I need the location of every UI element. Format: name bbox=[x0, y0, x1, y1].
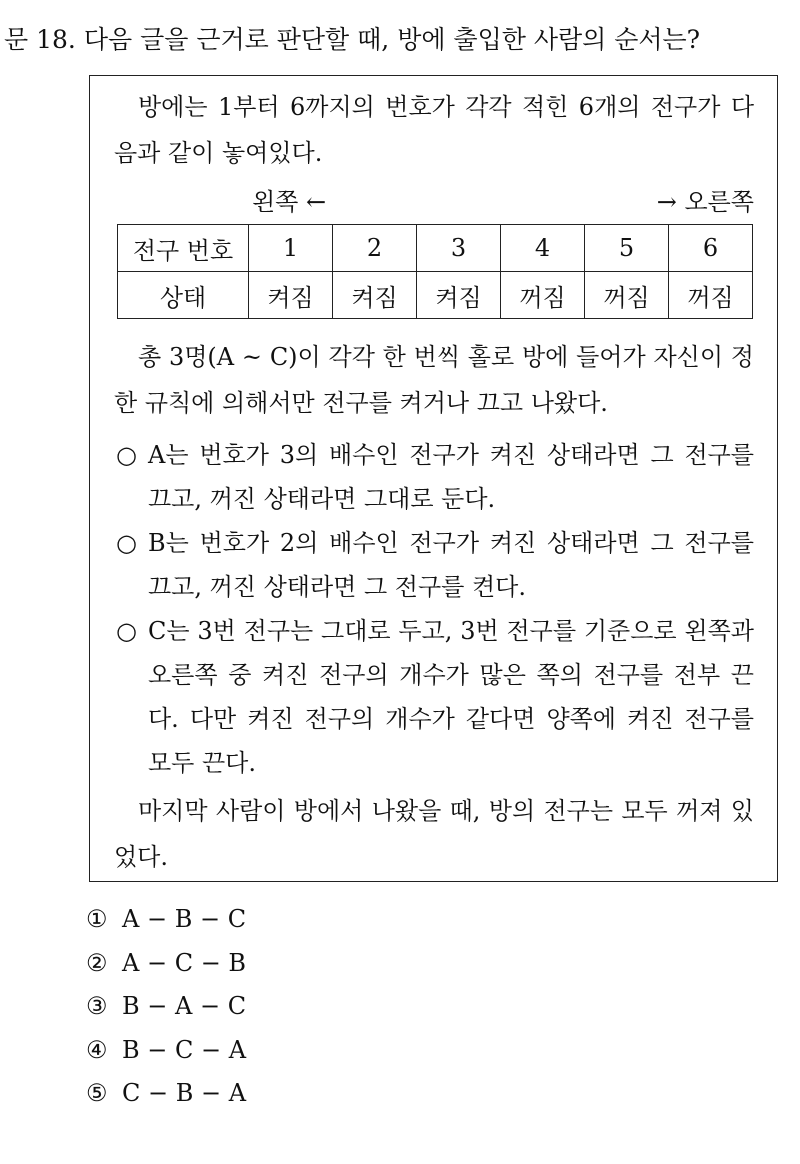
rule-text: C는 3번 전구는 그대로 두고, 3번 전구를 기준으로 왼쪽과 오른쪽 중 켜진 전구의 개수가 많은 쪽의 전구를 전부 끈다. 다만 켜진 전구의 개수가 같다면 양쪽에 켜진 전구를 모두 끈다. bbox=[148, 617, 754, 777]
bulb-number-cell: 1 bbox=[249, 225, 333, 272]
choice-mark: ③ bbox=[86, 992, 108, 1020]
bulb-state-row bbox=[118, 272, 753, 319]
bulb-number-cell: 6 bbox=[669, 225, 753, 272]
bulb-state-cell: 켜짐 bbox=[417, 272, 501, 319]
choice-mark: ⑤ bbox=[86, 1079, 108, 1107]
choice-4[interactable] bbox=[86, 1029, 246, 1073]
choice-3[interactable] bbox=[86, 985, 246, 1029]
bulb-number-row bbox=[118, 225, 753, 272]
circle-bullet-icon: ○ bbox=[116, 529, 137, 557]
choice-text: A − C − B bbox=[122, 948, 247, 977]
choice-text: B − C − A bbox=[122, 1035, 247, 1064]
bulb-table bbox=[117, 224, 753, 319]
circle-bullet-icon: ○ bbox=[116, 441, 137, 469]
question-text: 다음 글을 근거로 판단할 때, 방에 출입한 사람의 순서는? bbox=[83, 25, 701, 54]
rule-c bbox=[114, 609, 754, 785]
choice-mark: ④ bbox=[86, 1035, 108, 1064]
question-number: 문 18. bbox=[4, 25, 76, 54]
rule-list bbox=[114, 433, 754, 785]
direction-row bbox=[114, 185, 754, 219]
passage-box bbox=[89, 75, 778, 882]
bulb-state-cell: 꺼짐 bbox=[585, 272, 669, 319]
bulb-state-header: 상태 bbox=[118, 272, 249, 319]
choice-text: A − B − C bbox=[122, 905, 247, 933]
choice-text: C − B − A bbox=[122, 1079, 247, 1107]
choice-mark: ① bbox=[86, 905, 108, 933]
rule-text: A는 번호가 3의 배수인 전구가 켜진 상태라면 그 전구를 끄고, 꺼진 상태라면 그대로 둔다. bbox=[148, 441, 754, 513]
bulb-state-cell: 켜짐 bbox=[249, 272, 333, 319]
bulb-state-cell: 꺼짐 bbox=[669, 272, 753, 319]
passage-setup: 총 3명(A ~ C)이 각각 한 번씩 홀로 방에 들어가 자신이 정한 규칙에 의해서만 전구를 켜거나 끄고 나왔다. bbox=[114, 343, 754, 417]
choice-2[interactable] bbox=[86, 942, 246, 986]
bulb-number-cell: 3 bbox=[417, 225, 501, 272]
bulb-state-cell: 꺼짐 bbox=[501, 272, 585, 319]
bulb-state-cell: 켜짐 bbox=[333, 272, 417, 319]
choice-1[interactable] bbox=[86, 898, 246, 942]
choice-text: B − A − C bbox=[122, 992, 247, 1020]
answer-choices bbox=[86, 898, 246, 1116]
choice-mark: ② bbox=[86, 948, 108, 977]
passage-intro: 방에는 1부터 6까지의 번호가 각각 적힌 6개의 전구가 다음과 같이 놓여있다. bbox=[114, 93, 754, 167]
question-title bbox=[4, 22, 794, 58]
bulb-number-cell: 2 bbox=[333, 225, 417, 272]
rule-a bbox=[114, 433, 754, 521]
bulb-number-cell: 5 bbox=[585, 225, 669, 272]
rule-text: B는 번호가 2의 배수인 전구가 켜진 상태라면 그 전구를 끄고, 꺼진 상태라면 그 전구를 켠다. bbox=[148, 529, 754, 601]
direction-right-label: → 오른쪽 bbox=[656, 188, 754, 216]
choice-5[interactable] bbox=[86, 1072, 246, 1116]
bulb-number-header: 전구 번호 bbox=[118, 225, 249, 272]
bulb-number-cell: 4 bbox=[501, 225, 585, 272]
direction-left-label: 왼쪽 ← bbox=[252, 188, 327, 216]
passage-conclusion: 마지막 사람이 방에서 나왔을 때, 방의 전구는 모두 꺼져 있었다. bbox=[114, 797, 754, 871]
rule-b bbox=[114, 521, 754, 609]
circle-bullet-icon: ○ bbox=[116, 617, 137, 645]
